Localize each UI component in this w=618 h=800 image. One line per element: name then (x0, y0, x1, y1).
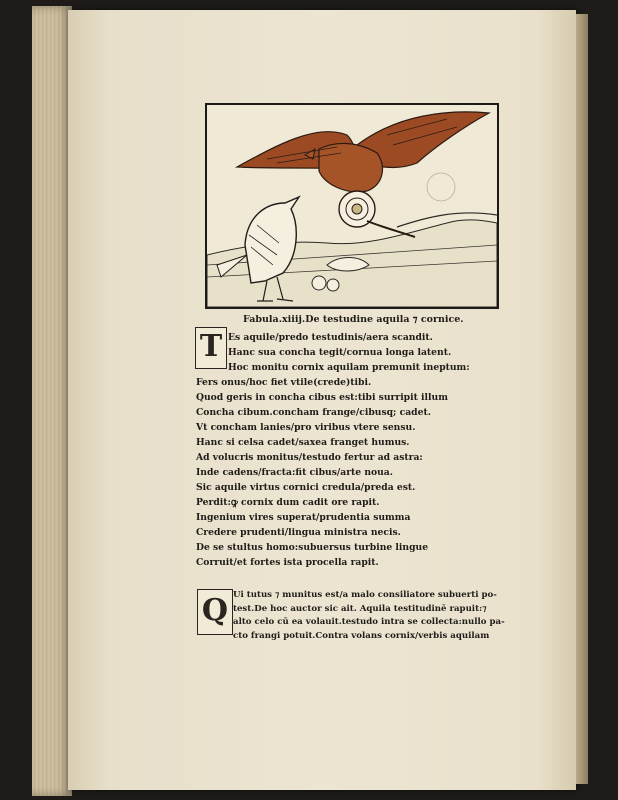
verse-block (196, 330, 476, 570)
verse-line: Es aquile/predo testudinis/aera scandit. (228, 332, 433, 343)
woodcut-illustration (205, 103, 499, 309)
verse-line: Hoc monitu cornix aquilam premunit ineptum: (228, 362, 470, 373)
verse-line: De se stultus homo:subuersus turbine lingue (196, 542, 429, 553)
verse-line: Credere prudenti/lingua ministra necis. (196, 527, 401, 538)
verse-line: Ad volucris monitus/testudo fertur ad astra: (196, 452, 423, 463)
prose-line: alto celo cū ea volauit.testudo intra se collecta:nullo pa- (233, 617, 505, 627)
verse-line: Hanc sua concha tegit/cornua longa latent. (228, 347, 452, 358)
prose-line: cto frangi potuit.Contra volans cornix/verbis aquilam (233, 630, 490, 641)
decorated-initial-letter-2: Q (197, 589, 233, 635)
page-edge (576, 14, 588, 784)
verse-line: Corruit/et fortes ista procella rapit. (196, 557, 379, 568)
verse-line: Ingenium vires superat/prudentia summa (196, 512, 411, 523)
verse-line: Sic aquile virtus cornici credula/preda est. (196, 482, 416, 493)
decorated-initial-letter: T (195, 327, 227, 369)
verse-line: Fers onus/hoc fiet vtile(crede)tibi. (196, 377, 372, 388)
prose-line: Ui tutus ⁊ munitus est/a malo consiliatore subuerti po- (233, 590, 497, 600)
verse-line: Vt concham lanies/pro viribus vtere sensu. (196, 422, 416, 433)
fable-heading: Fabula.xiiij.De testudine aquila ⁊ cornice. (243, 314, 464, 325)
verse-line: Hanc si celsa cadet/saxea franget humus. (196, 437, 410, 448)
book-spine-pages (32, 6, 72, 796)
verse-line: Quod geris in concha cibus est:tibi surripit illum (196, 392, 448, 403)
verse-line: Perdit:ꝙ cornix dum cadit ore rapit. (196, 497, 380, 508)
verse-line: Inde cadens/fracta:fit cibus/arte noua. (196, 467, 393, 478)
commentary-block (233, 589, 509, 643)
verse-line: Concha cibum.concham frange/cibusq; cadet. (196, 407, 431, 418)
prose-line: test.De hoc auctor sic ait. Aquila testitudinē rapuit:⁊ (233, 603, 487, 614)
